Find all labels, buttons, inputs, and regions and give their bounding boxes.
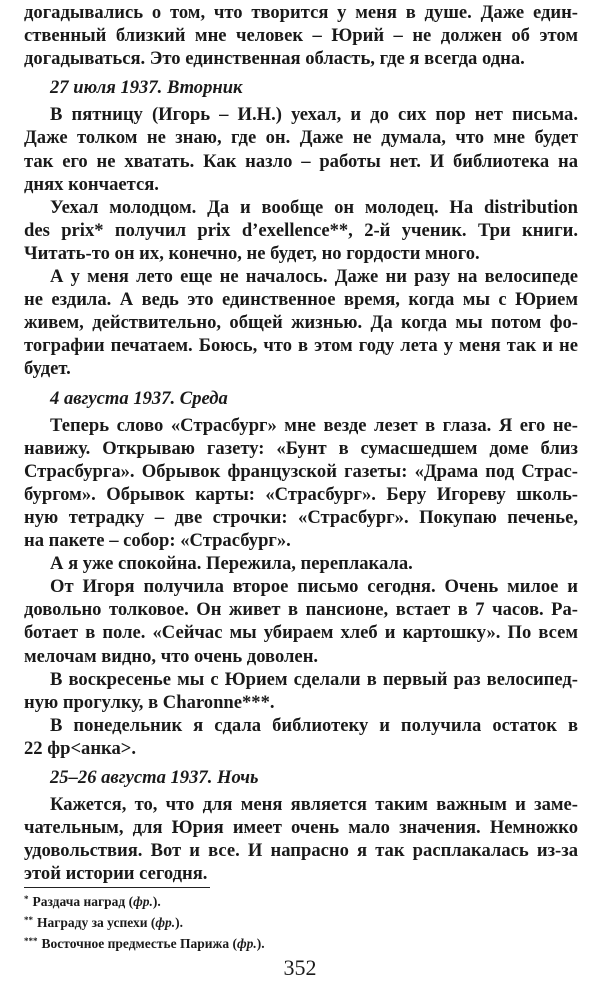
text-line: Уехал молодцом. Да и вообще он молодец. На distribution	[50, 196, 578, 218]
paragraph	[24, 414, 578, 553]
page-body	[24, 1, 578, 885]
paragraph	[24, 196, 578, 265]
text-line: В понедельник я сдала библиотеку и получила остаток в	[50, 714, 578, 736]
footnotes	[24, 890, 265, 953]
text-line: ботает в поле. «Сейчас мы убираем хлеб и картошку». По всем	[24, 622, 578, 644]
entry-heading: 27 июля 1937. Вторник	[50, 77, 243, 99]
footnote-marker: **	[24, 915, 33, 925]
text-line: В воскресенье мы с Юрием сделали в первый раз велосипед-	[50, 668, 578, 690]
text-line: довольно толковое. Он живет в пансионе, встает в 7 часов. Ра-	[24, 599, 578, 621]
text-line: Даже толком не знаю, где он. Даже не думала, что мне будет	[24, 127, 578, 149]
text-line: Теперь слово «Страсбург» мне везде лезет в глаза. Я его не-	[50, 414, 578, 436]
text-line: будет.	[24, 358, 71, 380]
paragraph	[24, 265, 578, 380]
diary-entry	[24, 766, 578, 885]
footnote-text: Раздача наград	[32, 894, 129, 909]
footnote-language: фр.	[133, 894, 153, 909]
text-line: этой истории сегодня.	[24, 863, 208, 885]
entry-heading: 25–26 августа 1937. Ночь	[50, 767, 259, 788]
text-line: ную прогулку, в Charonne***.	[24, 691, 275, 713]
text-line: чательным, для Юрия имеет очень мало значения. Немножко	[24, 817, 578, 839]
footnote-text: Восточное предместье Парижа	[41, 936, 233, 951]
text-line: бургом». Обрывок карты: «Страсбург». Беру Игореву школь-	[24, 483, 578, 505]
footnote-divider	[24, 887, 210, 888]
text-line: так его не хватать. Как назло – работы нет. И библиотека на	[24, 150, 578, 172]
diary-entry	[24, 387, 578, 761]
paragraph	[24, 668, 578, 714]
text-line: удовольствия. Вот и все. И напрасно я так расплакалась из-за	[24, 840, 578, 862]
entry-heading: 4 августа 1937. Среда	[50, 387, 228, 409]
footnote: *** Восточное предместье Парижа (фр.).	[24, 936, 265, 951]
text-line: А я уже спокойна. Пережила, переплакала.	[50, 553, 413, 575]
text-line: не ездила. А ведь это единственное время, когда мы с Юрием	[24, 289, 578, 311]
text-line: тографии печатаем. Боюсь, что в этом году лета у меня так и не	[24, 335, 578, 357]
text-line: 22 фр<анка>.	[24, 737, 137, 759]
footnote-language: фр.	[155, 915, 176, 930]
footnote: ** Награду за успехи (фр.).	[24, 915, 184, 930]
text-line: des prix* получил prix d’exellence**, 2-й ученик. Три книги.	[24, 219, 578, 241]
text-line: догадываться. Это единственная область, где я всегда одна.	[24, 48, 525, 70]
footnote-text: Награду за успехи	[37, 915, 151, 930]
text-line: догадывались о том, что творится у меня в душе. Даже един-	[24, 2, 578, 23]
text-line: на пакете – собор: «Страсбург».	[24, 530, 291, 552]
footnote-marker: ***	[24, 936, 38, 946]
text-line: живем, действительно, общей жизнью. Да когда мы потом фо-	[24, 312, 578, 334]
text-line: Читать-то он их, конечно, не будет, но гордости много.	[24, 242, 480, 264]
paragraph	[24, 714, 578, 760]
text-line: Страсбурга». Обрывок французской газеты: «Драма под Страс-	[24, 460, 578, 482]
text-line: навижу. Открываю газету: «Бунт в сумасшедшем доме близ	[24, 437, 578, 459]
paragraph	[24, 103, 578, 195]
text-line: В пятницу (Игорь – И.Н.) уехал, и до сих пор нет письма.	[50, 104, 578, 126]
diary-entry	[24, 76, 578, 380]
page-number: 352	[283, 955, 317, 980]
text-line: А у меня лето еще не началось. Даже ни разу на велосипеде	[50, 266, 578, 288]
footnote-language: фр.	[236, 936, 257, 951]
text-line: днях кончается.	[24, 173, 159, 195]
footnote-marker: *	[24, 894, 29, 904]
paragraph	[24, 552, 578, 575]
paragraph	[24, 1, 578, 70]
text-line: Кажется, то, что для меня является таким важным и заме-	[50, 794, 578, 816]
paragraph	[24, 575, 578, 667]
text-line: ную тетрадку – две строчки: «Страсбург». Покупаю печенье,	[24, 506, 578, 528]
paragraph	[24, 793, 578, 885]
text-line: ственный близкий мне человек – Юрий – не должен об этом	[24, 25, 578, 47]
diary-entry	[24, 1, 578, 70]
text-line: мелочам видно, что очень доволен.	[24, 645, 319, 667]
footnote: * Раздача наград (фр.).	[24, 894, 161, 909]
text-line: От Игоря получила второе письмо сегодня. Очень милое и	[50, 576, 578, 598]
